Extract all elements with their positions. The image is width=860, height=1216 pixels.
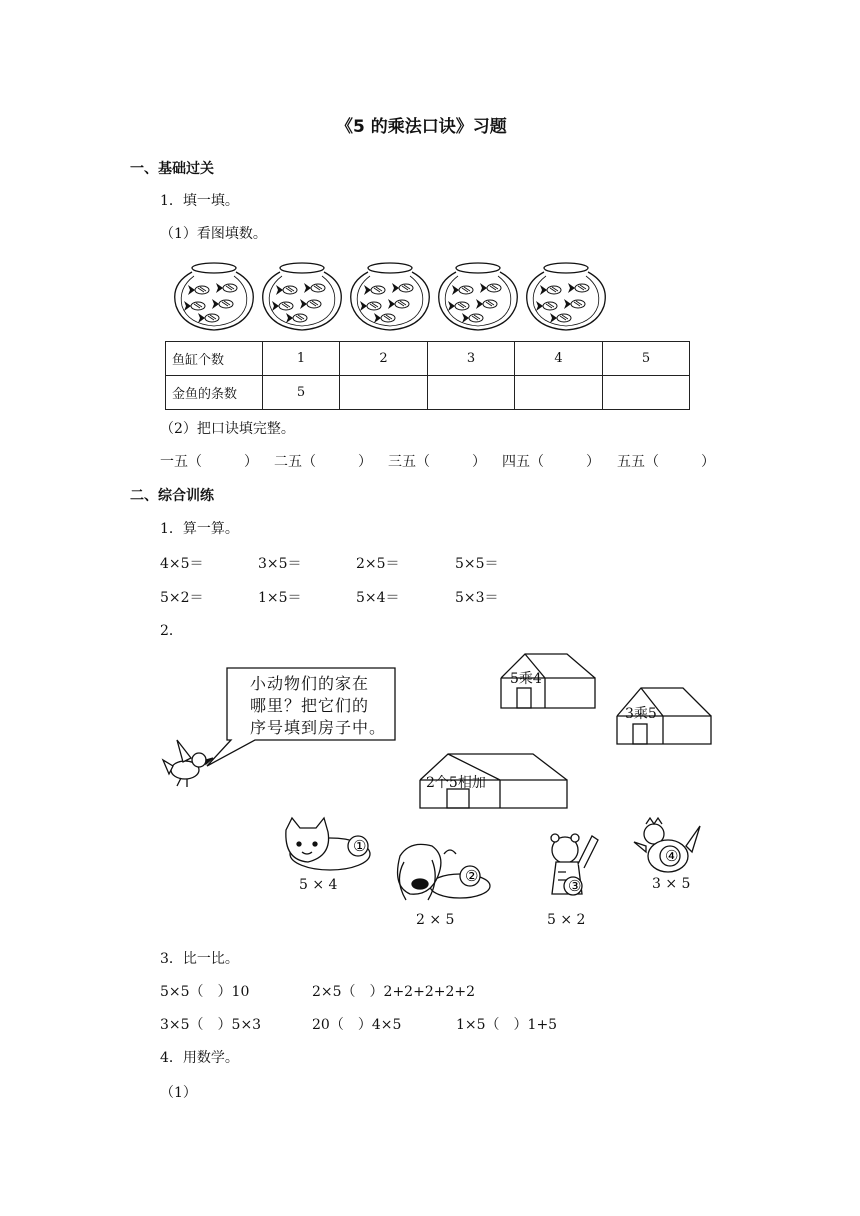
bird-icon: [163, 740, 213, 787]
fish-bowls-illustration: [170, 262, 610, 340]
table-cell: 5: [263, 376, 340, 410]
animal-expression: 3 × 5: [652, 876, 691, 892]
table-cell-label: 鱼缸个数: [166, 342, 263, 376]
house-label: 5乘4: [510, 671, 542, 687]
question-2-4-title: 4．用数学。: [160, 1050, 239, 1066]
compare-item: 2×5（ ）2+2+2+2+2: [312, 984, 476, 1000]
table-cell: 1: [263, 342, 340, 376]
bubble-line: 序号填到房子中。: [250, 718, 387, 737]
question-2-2-title: 2．: [160, 623, 183, 639]
question-1-title: 1．填一填。: [160, 193, 239, 209]
calc-item: 3×5＝: [258, 556, 302, 572]
table-row: [166, 376, 690, 410]
animal-expression: 5 × 2: [547, 912, 586, 928]
table-cell: 4: [515, 342, 603, 376]
answer-cell[interactable]: [515, 376, 603, 410]
animal-mark: ②: [465, 867, 479, 885]
rhyme-item: 四五（ ）: [502, 454, 600, 470]
bubble-line: 哪里？把它们的: [250, 696, 370, 715]
bubble-line: 小动物们的家在: [250, 674, 370, 693]
compare-item: 20（ ）4×5: [312, 1017, 402, 1033]
animal-mark: ④: [665, 847, 679, 865]
calc-item: 5×4＝: [356, 590, 400, 606]
calc-item: 2×5＝: [356, 556, 400, 572]
fish-bowl-icon: [351, 263, 430, 330]
table-cell-label: 金鱼的条数: [166, 376, 263, 410]
table-row: [166, 342, 690, 376]
fish-bowl-icon: [439, 263, 518, 330]
table-cell: 2: [340, 342, 428, 376]
fish-bowl-icon: [263, 263, 342, 330]
question-2-3-title: 3．比一比。: [160, 951, 239, 967]
compare-item: 3×5（ ）5×3: [160, 1017, 262, 1033]
animal-mark: ①: [353, 837, 367, 855]
compare-item: 5×5（ ）10: [160, 984, 250, 1000]
section-heading-2: 二、综合训练: [130, 488, 214, 504]
table-cell: 3: [428, 342, 515, 376]
answer-cell[interactable]: [340, 376, 428, 410]
calc-item: 1×5＝: [258, 590, 302, 606]
answer-cell[interactable]: [428, 376, 515, 410]
fish-table: [165, 341, 690, 410]
house-label: 2个5相加: [426, 775, 486, 791]
calc-item: 5×5＝: [455, 556, 499, 572]
section-heading-1: 一、基础过关: [130, 161, 214, 177]
rhyme-item: 二五（ ）: [274, 454, 372, 470]
speech-bubble-text: [250, 673, 386, 739]
question-2-4-part-1: （1）: [160, 1085, 197, 1101]
table-cell: 5: [603, 342, 690, 376]
calc-item: 5×3＝: [455, 590, 499, 606]
animals-illustration: [270, 816, 710, 916]
fish-bowl-icon: [527, 263, 606, 330]
fish-bowl-icon: [175, 263, 254, 330]
question-1-part-1: （1）看图填数。: [160, 226, 267, 242]
rhyme-item: 一五（ ）: [160, 454, 258, 470]
house-label: 3乘5: [625, 706, 657, 722]
animal-expression: 5 × 4: [299, 877, 338, 893]
rhyme-item: 五五（ ）: [617, 454, 715, 470]
calc-item: 4×5＝: [160, 556, 204, 572]
rhyme-item: 三五（ ）: [388, 454, 486, 470]
calc-item: 5×2＝: [160, 590, 204, 606]
matching-illustration: [155, 648, 715, 818]
question-2-1-title: 1．算一算。: [160, 521, 239, 537]
animal-expression: 2 × 5: [416, 912, 455, 928]
question-1-part-2: （2）把口诀填完整。: [160, 421, 295, 437]
page-title: 《5 的乘法口诀》习题: [336, 117, 507, 137]
answer-cell[interactable]: [603, 376, 690, 410]
compare-item: 1×5（ ）1+5: [456, 1017, 558, 1033]
animal-mark: ③: [568, 877, 582, 895]
